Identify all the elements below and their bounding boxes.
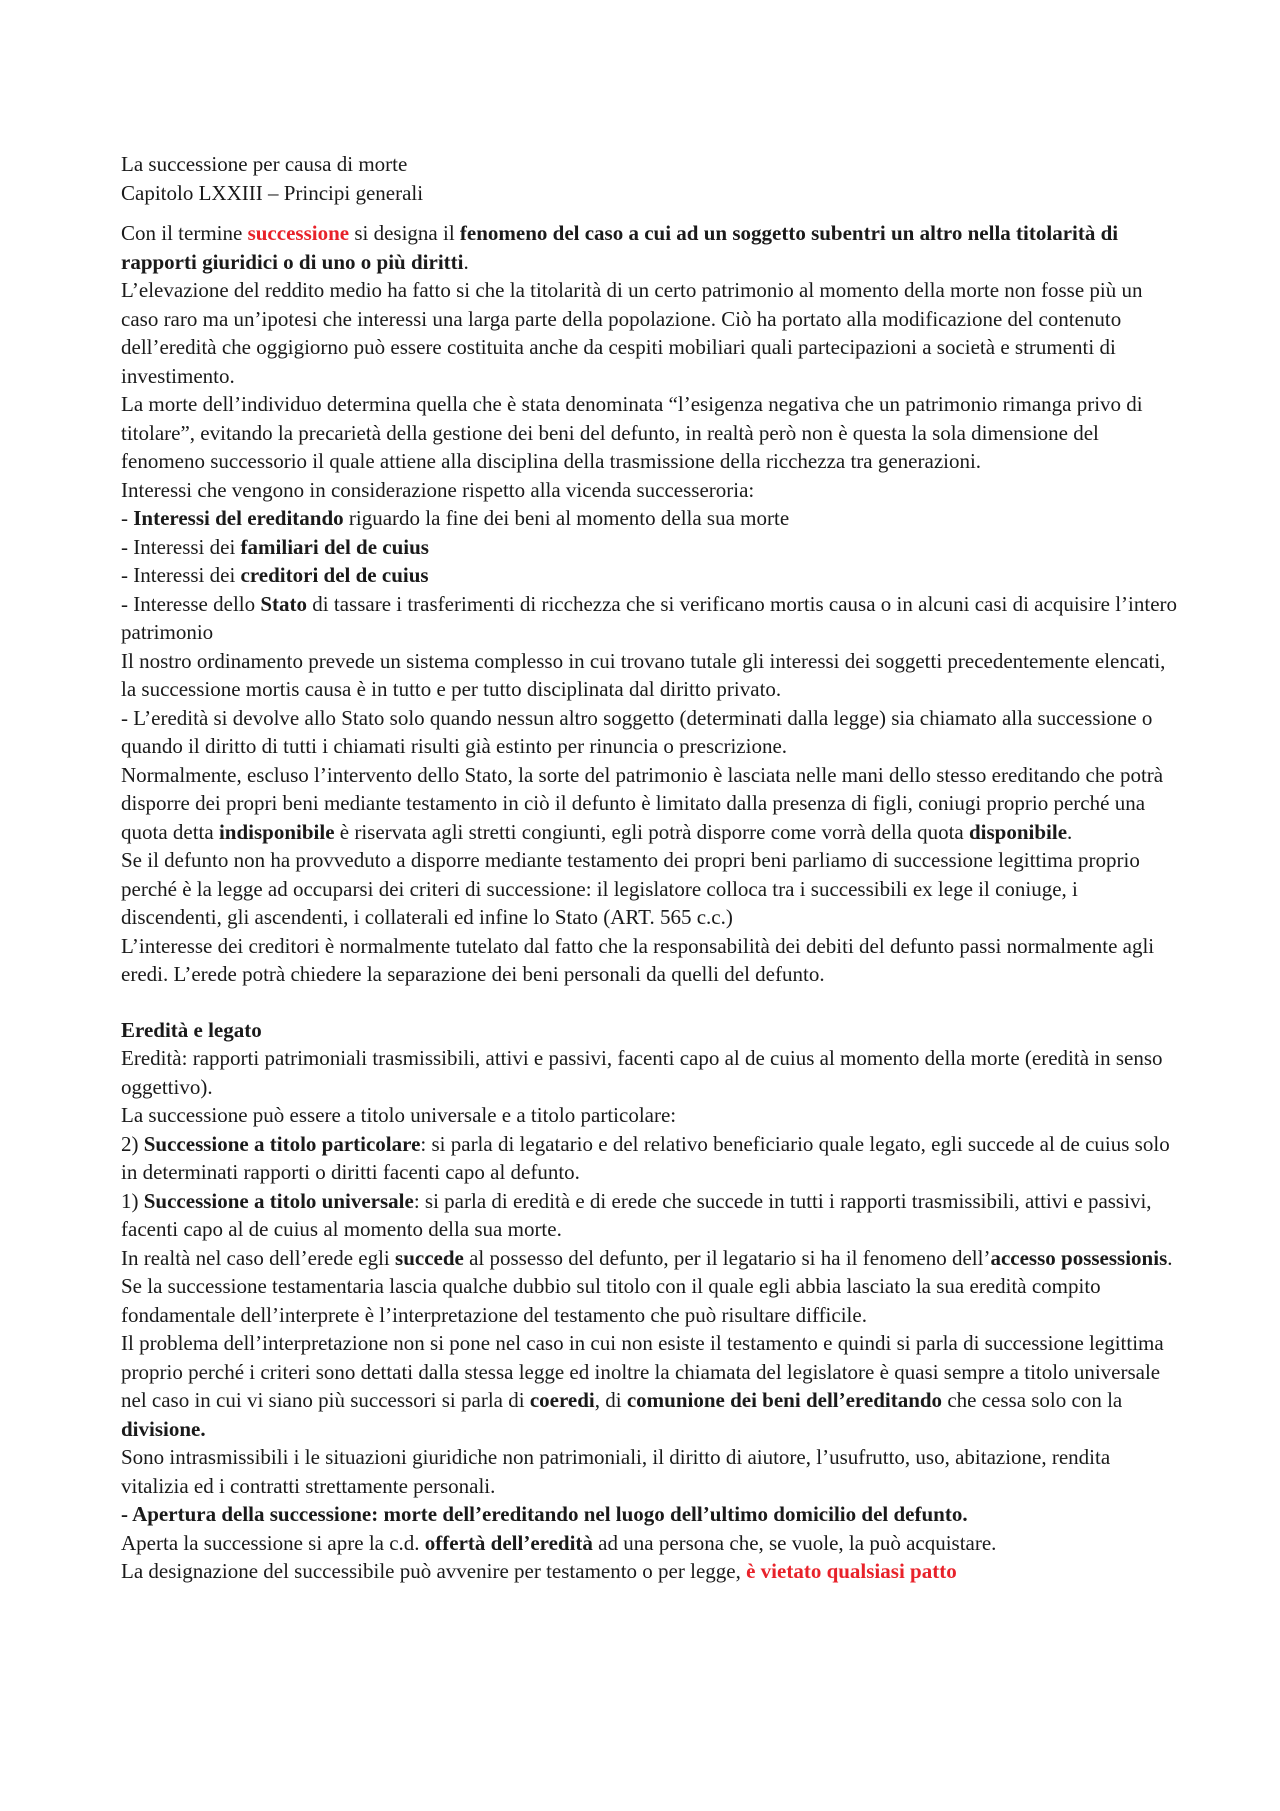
- text-run: : si parla di legatario e del relativo beneficiario quale legato, egli succede al de cuius solo in determinati rapporti o diritti facenti capo al defunto.: [121, 1131, 1170, 1184]
- text-run: Se il defunto non ha provveduto a disporre mediante testamento dei propri beni parliamo di successione legittima proprio perché è la legge ad occuparsi dei criteri di successione: il legislatore colloca tra i successibili ex lege il coniuge, i discendenti, gli ascendenti, i collaterali ed infine lo Stato (ART. 565 c.c.): [121, 848, 1140, 929]
- text-run: Normalmente, escluso l’intervento dello Stato, la sorte del patrimonio è lasciata nelle mani dello stesso ereditando che potrà disporre dei propri beni mediante testamento in ciò il defunto è limitato dalla presenza di figli, coniugi proprio perché una quota detta: [121, 762, 1164, 844]
- spacer: [121, 207, 1181, 219]
- bold-text: disponibile: [968, 819, 1068, 844]
- text-run: di tassare i trasferimenti di ricchezza che si verificano mortis causa o in alcuni casi di acquisire l’intero patrimonio: [121, 591, 1178, 644]
- paragraph-state: [121, 704, 1181, 761]
- text-run: 1): [121, 1188, 144, 1213]
- bold-text: familiari del de cuius: [240, 534, 429, 559]
- spacer: [121, 989, 1181, 1016]
- paragraph-possession: [121, 1244, 1181, 1273]
- paragraph-interpretation: [121, 1272, 1181, 1329]
- bold-text: Successione a titolo particolare: [143, 1131, 421, 1156]
- bold-text: divisione.: [121, 1416, 206, 1441]
- text-run: - Interessi dei: [121, 563, 241, 587]
- bold-text: indisponibile: [218, 819, 335, 844]
- text-run: riguardo la fine dei beni al momento della sua morte: [343, 506, 790, 530]
- text-run: ad una persona che, se vuole, la può acquistare.: [592, 1530, 997, 1555]
- document-title: La successione per causa di morte: [121, 152, 408, 176]
- text-run: Aperta la successione si apre la c.d.: [121, 1530, 425, 1555]
- paragraph-inheritance: [121, 1044, 1181, 1101]
- text-run: In realtà nel caso dell’erede egli: [121, 1245, 396, 1270]
- section-heading: Eredità e legato: [121, 1017, 262, 1042]
- paragraph-definition: [121, 219, 1181, 276]
- paragraph-death: [121, 390, 1181, 476]
- text-run: Se la successione testamentaria lascia qualche dubbio sul titolo con il quale egli abbia lasciato la sua eredità compito fondamentale dell’interprete è l’interpretazione del testamento che può risultare difficile.: [121, 1274, 1101, 1327]
- list-item: [121, 504, 1181, 533]
- text-run: - Interesse dello: [121, 591, 261, 616]
- bold-text: Interessi del ereditando: [133, 506, 344, 530]
- paragraph-designation: [121, 1557, 1181, 1586]
- paragraph-nontransferable: [121, 1443, 1181, 1500]
- text-run: .: [463, 249, 469, 274]
- list-item: [121, 533, 1181, 562]
- text-run: L’elevazione del reddito medio ha fatto si che la titolarità di un certo patrimonio al momento della morte non fosse più un caso raro ma un’ipotesi che interessi una larga parte della popolazione. Ciò ha portato alla modificazione del contenuto dell’eredità che oggigiorno può essere costituita anche da cespiti mobiliari quali partecipazioni a società e strumenti di investimento.: [121, 278, 1143, 388]
- text-run: Interessi che vengono in considerazione rispetto alla vicenda successeroria:: [121, 477, 755, 502]
- bold-text: - Apertura della successione: morte dell’ereditando nel luogo dell’ultimo domicilio del defunto.: [121, 1502, 968, 1526]
- text-run: Con il termine: [121, 221, 248, 245]
- text-run: si designa il: [349, 221, 460, 245]
- paragraph-universal: [121, 1187, 1181, 1244]
- text-run: al possesso del defunto, per il legatario si ha il fenomeno dell’: [463, 1245, 991, 1270]
- text-run: : si parla di eredità e di erede che succede in tutti i rapporti trasmissibili, attivi e passivi, facenti capo al de cuius al momento della sua morte.: [121, 1188, 1152, 1241]
- paragraph-problem: [121, 1329, 1181, 1443]
- text-run: .: [1167, 1245, 1173, 1270]
- bold-text: Successione a titolo universale: [143, 1188, 414, 1213]
- text-run: 2): [121, 1131, 144, 1156]
- paragraph-particular: [121, 1130, 1181, 1187]
- bold-text: coeredi: [529, 1388, 595, 1412]
- list-item: [121, 561, 1181, 590]
- text-run: Il problema dell’interpretazione non si pone nel caso in cui non esiste il testamento e quindi si parla di successione legittima proprio perché i criteri sono dettati dalla stessa legge ed inoltre la chiamata del legislatore è quasi sempre a titolo universale nel caso in cui vi siano più successori si parla di: [121, 1331, 1164, 1412]
- text-run: è riservata agli stretti congiunti, egli potrà disporre come vorrà della quota: [334, 819, 969, 844]
- list-item: [121, 590, 1181, 647]
- text-run: L’interesse dei creditori è normalmente tutelato dal fatto che la responsabilità dei debiti del defunto passi normalmente agli eredi. L’erede potrà chiedere la separazione dei beni personali da quelli del defunto.: [121, 933, 1155, 986]
- paragraph-normally: [121, 761, 1181, 847]
- bold-text: offertà dell’eredità: [424, 1530, 593, 1555]
- bold-text: accesso possessionis: [990, 1245, 1168, 1270]
- text-run: La morte dell’individuo determina quella che è stata denominata “l’esigenza negativa che un patrimonio rimanga privo di titolare”, evitando la precarietà della gestione dei beni del defunto, in realtà però non è questa la sola dimensione del fenomeno successorio il quale attiene alla disciplina della trasmissione della ricchezza tra generazioni.: [121, 392, 1143, 473]
- text-run: che cessa solo con la: [942, 1388, 1123, 1412]
- text-run: .: [1067, 819, 1073, 844]
- paragraph-creditors: [121, 932, 1181, 989]
- document-body: [121, 150, 1181, 1586]
- paragraph-interests-intro: [121, 476, 1181, 505]
- text-run: Sono intrasmissibili i le situazioni giuridiche non patrimoniali, il diritto di aiutore, l’usufrutto, uso, abitazione, rendita vitalizia ed i contratti strettamente personali.: [121, 1445, 1111, 1498]
- text-run: -: [121, 506, 134, 530]
- text-run: - Interessi dei: [121, 534, 241, 559]
- text-run: Il nostro ordinamento prevede un sistema complesso in cui trovano tutale gli interessi dei soggetti precedentemente elencati, la successione mortis causa è in tutto e per tutto disciplinata dal diritto privato.: [121, 648, 1166, 701]
- text-run: La successione può essere a titolo universale e a titolo particolare:: [121, 1103, 677, 1127]
- paragraph-opening: [121, 1500, 1181, 1529]
- bold-text: succede: [395, 1245, 464, 1270]
- highlighted-text: è vietato qualsiasi patto: [746, 1559, 957, 1583]
- text-run: - L’eredità si devolve allo Stato solo quando nessun altro soggetto (determinati dalla legge) sia chiamato alla successione o quando il diritto di tutti i chiamati risulti già estinto per rinuncia o prescrizione.: [121, 705, 1153, 758]
- highlighted-text: successione: [247, 221, 350, 245]
- paragraph-types: [121, 1101, 1181, 1130]
- paragraph-income: [121, 276, 1181, 390]
- bold-text: comunione dei beni dell’ereditando: [626, 1388, 943, 1412]
- bold-text: Stato: [260, 591, 308, 616]
- text-run: La designazione del successibile può avvenire per testamento o per legge,: [121, 1559, 747, 1583]
- paragraph-system: [121, 647, 1181, 704]
- paragraph-legitimate: [121, 846, 1181, 932]
- chapter-title: Capitolo LXXIII – Principi generali: [121, 180, 424, 205]
- text-run: , di: [594, 1388, 627, 1412]
- text-run: Eredità: rapporti patrimoniali trasmissibili, attivi e passivi, facenti capo al de cuius al momento della morte (eredità in senso oggettivo).: [121, 1046, 1163, 1099]
- paragraph-offer: [121, 1529, 1181, 1558]
- bold-text: creditori del de cuius: [240, 563, 429, 587]
- bold-text: fenomeno del caso a cui ad un soggetto subentri un altro nella titolarità di rapporti giuridici o di uno o più diritti: [121, 221, 1119, 274]
